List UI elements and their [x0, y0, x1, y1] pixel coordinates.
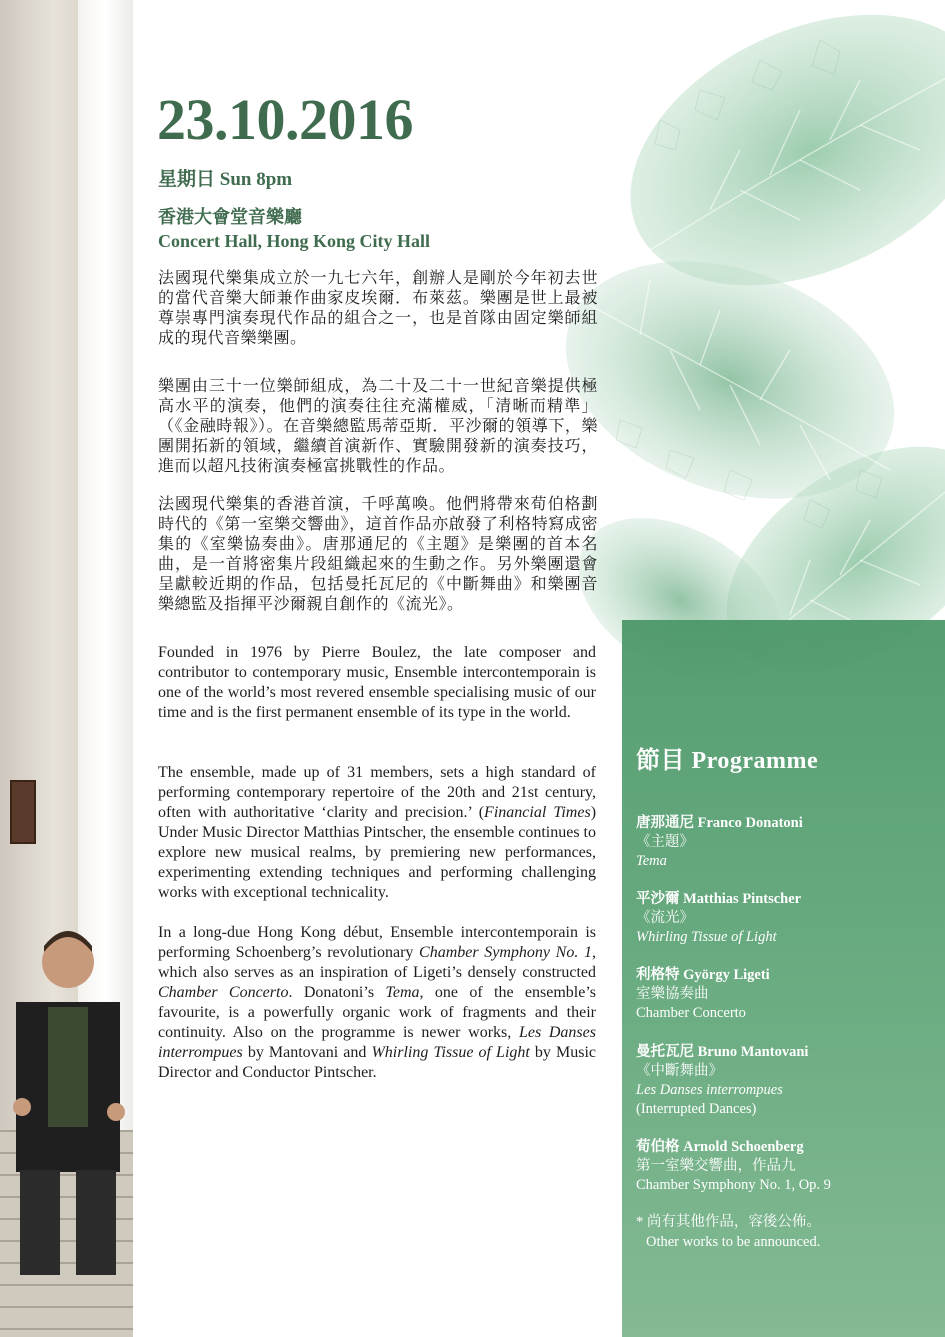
- description-zh-1: 法國現代樂集成立於一九七六年，創辦人是剛於今年初去世的當代音樂大師兼作曲家皮埃爾．布萊茲。樂團是世上最被尊崇專門演奏現代作品的組合之一，也是首隊由固定樂師組成的現代音樂樂團。: [158, 268, 598, 347]
- programme-work-zh: 《中斷舞曲》: [636, 1063, 723, 1079]
- description-en-2: [158, 763, 596, 903]
- programme-item: [636, 966, 770, 1023]
- description-en-3: [158, 923, 596, 1083]
- programme-work-en: Les Danses interrompues: [636, 1082, 783, 1098]
- description-en-2-text-a: The ensemble, made up of 31 members, sets a high standard of performing contemporary repertoire of the 20th and 21st century, often with authoritative ‘clarity and precision.’ (: [158, 764, 596, 821]
- description-en-3-text-e: . Donatoni’s: [288, 984, 386, 1001]
- venue-name-zh: 香港大會堂音樂廳: [158, 207, 302, 227]
- programme-work-extra: (Interrupted Dances): [636, 1101, 757, 1117]
- programme-item: [636, 890, 801, 947]
- programme-work-zh: 第一室樂交響曲，作品九: [636, 1158, 796, 1174]
- performer-photo: [0, 0, 133, 1337]
- description-en-1: Founded in 1976 by Pierre Boulez, the late composer and contributor to contemporary music, Ensemble intercontemporain is one of the world’s most revered ensemble specialising music of our time and is the first permanent ensemble of its type in the world.: [158, 644, 596, 721]
- programme-note-zh: * 尚有其他作品，容後公佈。: [636, 1214, 821, 1230]
- description-en-3-text-i: by Mantovani and: [242, 1044, 372, 1061]
- venue-name-en: Concert Hall, Hong Kong City Hall: [158, 231, 430, 251]
- venue-block: [158, 205, 430, 253]
- description-en-3-text-a: In a long-due Hong Kong début, Ensemble intercontemporain is performing Schoenberg’s revolutionary: [158, 924, 596, 961]
- programme-work-en: Tema: [636, 853, 667, 869]
- description-zh-3: 法國現代樂集的香港首演，千呼萬喚。他們將帶來荀伯格劃時代的《第一室樂交響曲》，這首作品亦啟發了利格特寫成密集的《室樂協奏曲》。唐那通尼的《主題》是樂團的首本名曲，是一首將密集片段組織起來的生動之作。另外樂團還會呈獻較近期的作品，包括曼托瓦尼的《中斷舞曲》和樂團音樂總監及指揮平沙爾親自創作的《流光》。: [158, 494, 598, 613]
- programme-work-zh: 《主題》: [636, 834, 694, 850]
- programme-note: [636, 1212, 821, 1252]
- programme-item: [636, 1043, 808, 1119]
- concert-date: 23.10.2016: [157, 87, 413, 152]
- programme-composer: 荀伯格 Arnold Schoenberg: [636, 1139, 804, 1155]
- programme-work-en: Chamber Symphony No. 1, Op. 9: [636, 1177, 831, 1193]
- description-en-3-work-4: Les Danses interrompues: [158, 1024, 596, 1061]
- programme-item: [636, 814, 803, 871]
- programme-work-zh: 室樂協奏曲: [636, 986, 709, 1002]
- performer-figure: [8, 922, 128, 1282]
- programme-title: 節目 Programme: [636, 748, 819, 774]
- description-en-3-text-c: , which also serves as an inspiration of Ligeti’s densely constructed: [158, 944, 596, 981]
- description-en-3-text-k: by Music Director and Conductor Pintscher.: [158, 1044, 596, 1081]
- description-en-3-work-3: Tema: [385, 984, 420, 1001]
- programme-work-en: Whirling Tissue of Light: [636, 929, 777, 945]
- description-en-3-work-2: Chamber Concerto: [158, 984, 289, 1001]
- programme-composer: 平沙爾 Matthias Pintscher: [636, 891, 802, 907]
- description-zh-2: 樂團由三十一位樂師組成，為二十及二十一世紀音樂提供極高水平的演奏，他們的演奏往往充滿權威，「清晰而精準」（《金融時報》）。在音樂總監馬蒂亞斯．平沙爾的領導下，樂團開拓新的領域，繼續首演新作、實驗開發新的演奏技巧，進而以超凡技術演奏極富挑戰性的作品。: [158, 376, 598, 475]
- programme-composer: 利格特 György Ligeti: [636, 967, 770, 983]
- description-en-3-text-g: , one of the ensemble’s favourite, is a powerfully organic work of fragments and their continuity. Also on the programme is newer works,: [158, 984, 596, 1041]
- description-en-2-text-c: ) Under Music Director Matthias Pintscher, the ensemble continues to explore new musical realms, by premiering new performances, experimenting extending techniques and performing challenging works with exceptional technicality.: [158, 804, 597, 901]
- photo-door: [10, 780, 36, 844]
- programme-work-zh: 《流光》: [636, 910, 694, 926]
- programme-item: [636, 1138, 831, 1195]
- programme-panel: [622, 620, 945, 1337]
- programme-composer: 曼托瓦尼 Bruno Mantovani: [636, 1044, 809, 1060]
- description-en-3-work-1: Chamber Symphony No. 1: [419, 944, 592, 961]
- programme-composer: 唐那通尼 Franco Donatoni: [636, 815, 803, 831]
- programme-note-en: Other works to be announced.: [646, 1234, 821, 1250]
- concert-day-time: 星期日 Sun 8pm: [158, 169, 293, 190]
- description-en-3-work-5: Whirling Tissue of Light: [371, 1044, 530, 1061]
- programme-work-en: Chamber Concerto: [636, 1005, 746, 1021]
- description-en-2-citation: Financial Times: [484, 804, 591, 821]
